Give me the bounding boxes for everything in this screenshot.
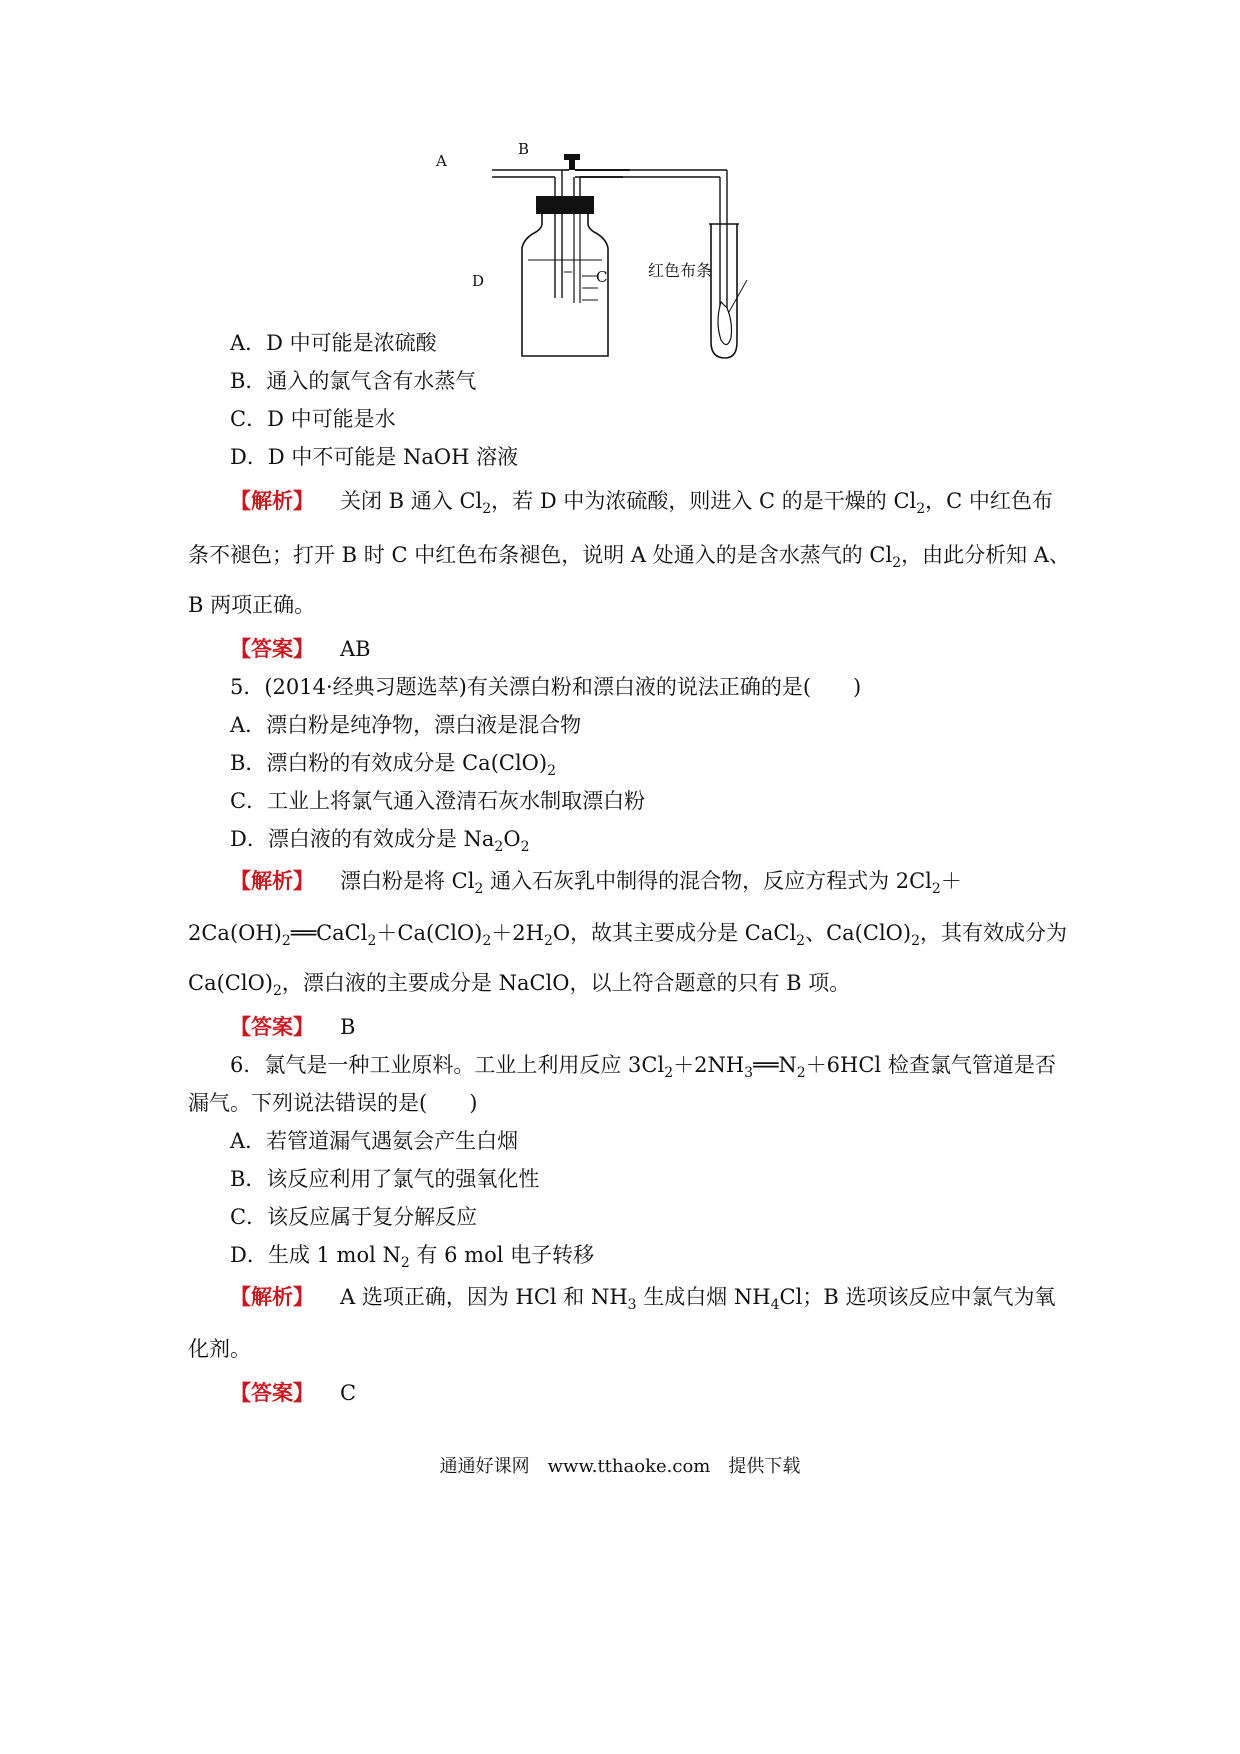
q6-option-c: C．该反应属于复分解反应 — [230, 1205, 478, 1229]
q4-analysis-line-1: 【解析】 关闭 B 通入 $Cl_2$，若 D 中为浓硫酸，则进入 C 的是干燥的 $Cl_2$，C 中红色布 — [230, 488, 1053, 518]
label-a: A — [436, 152, 447, 170]
q5-option-b: B．漂白粉的有效成分是 $Ca(ClO)_2$ — [230, 751, 557, 780]
label-d: D — [472, 272, 485, 290]
q6-analysis-line-1: 【解析】 A 选项正确，因为 HCl 和 $NH_3$ 生成白烟 $NH_4Cl$；B 选项该反应中氯气为氧 — [230, 1284, 1056, 1314]
q6-option-a: A．若管道漏气遇氨会产生白烟 — [230, 1129, 519, 1153]
analysis-tag: 【解析】 — [230, 1284, 314, 1309]
analysis-tag: 【解析】 — [230, 868, 314, 893]
q6-stem-line-2: 漏气。下列说法错误的是( ) — [188, 1091, 478, 1115]
q5-option-d: D．漂白液的有效成分是 $Na_2O_2$ — [230, 827, 530, 856]
q5-stem: 5．(2014·经典习题选萃)有关漂白粉和漂白液的说法正确的是( ) — [230, 675, 862, 699]
q6-answer: 【答案】 C — [230, 1380, 357, 1405]
label-c: C — [596, 268, 608, 286]
q5-option-c: C．工业上将氯气通入澄清石灰水制取漂白粉 — [230, 789, 646, 813]
label-b: B — [518, 140, 530, 158]
q5-option-a: A．漂白粉是纯净物，漂白液是混合物 — [230, 713, 582, 737]
q4-analysis-line-3: B 两项正确。 — [188, 593, 316, 617]
q4-answer: 【答案】 AB — [230, 636, 371, 661]
q6-option-b: B．该反应利用了氯气的强氧化性 — [230, 1167, 540, 1191]
q5-analysis-line-2: $2Ca(OH)_2══CaCl_2+Ca(ClO)_2+2H_2O$，故其主要成分是 CaCl$_2$、$Ca(ClO)_2$，其有效成分为 — [188, 921, 1067, 950]
q4-option-b: B．通入的氯气含有水蒸气 — [230, 369, 477, 393]
q4-option-d: D．D 中不可能是 NaOH 溶液 — [230, 445, 519, 469]
q5-analysis-line-3: $Ca(ClO)_2$，漂白液的主要成分是 NaClO，以上符合题意的只有 B 项。 — [188, 971, 851, 1000]
q5-analysis-line-1: 【解析】 漂白粉是将 $Cl_2$ 通入石灰乳中制得的混合物，反应方程式为 $2Cl_2+$ — [230, 868, 962, 898]
q4-analysis-line-2: 条不褪色；打开 B 时 C 中红色布条褪色，说明 A 处通入的是含水蒸气的 $Cl_2$，由此分析知 A、 — [188, 543, 1070, 572]
analysis-tag: 【解析】 — [230, 488, 314, 513]
q5-answer: 【答案】 B — [230, 1014, 356, 1039]
answer-tag: 【答案】 — [230, 1380, 314, 1405]
page-footer: 通通好课网 www.tthaoke.com 提供下载 — [439, 1456, 801, 1477]
q6-option-d: D．生成 1 mol $N_2$ 有 6 mol 电子转移 — [230, 1243, 595, 1272]
q4-option-a: A．D 中可能是浓硫酸 — [230, 331, 437, 355]
q4-option-c: C．D 中可能是水 — [230, 407, 396, 431]
q6-analysis-line-2: 化剂。 — [188, 1337, 251, 1361]
q6-stem-line-1: 6．氯气是一种工业原料。工业上利用反应 $3Cl_2+2NH_3══N_2+6HCl$ 检查氯气管道是否 — [230, 1053, 1056, 1082]
answer-tag: 【答案】 — [230, 636, 314, 661]
label-red-strip: 红色布条 — [648, 261, 713, 280]
answer-tag: 【答案】 — [230, 1014, 314, 1039]
